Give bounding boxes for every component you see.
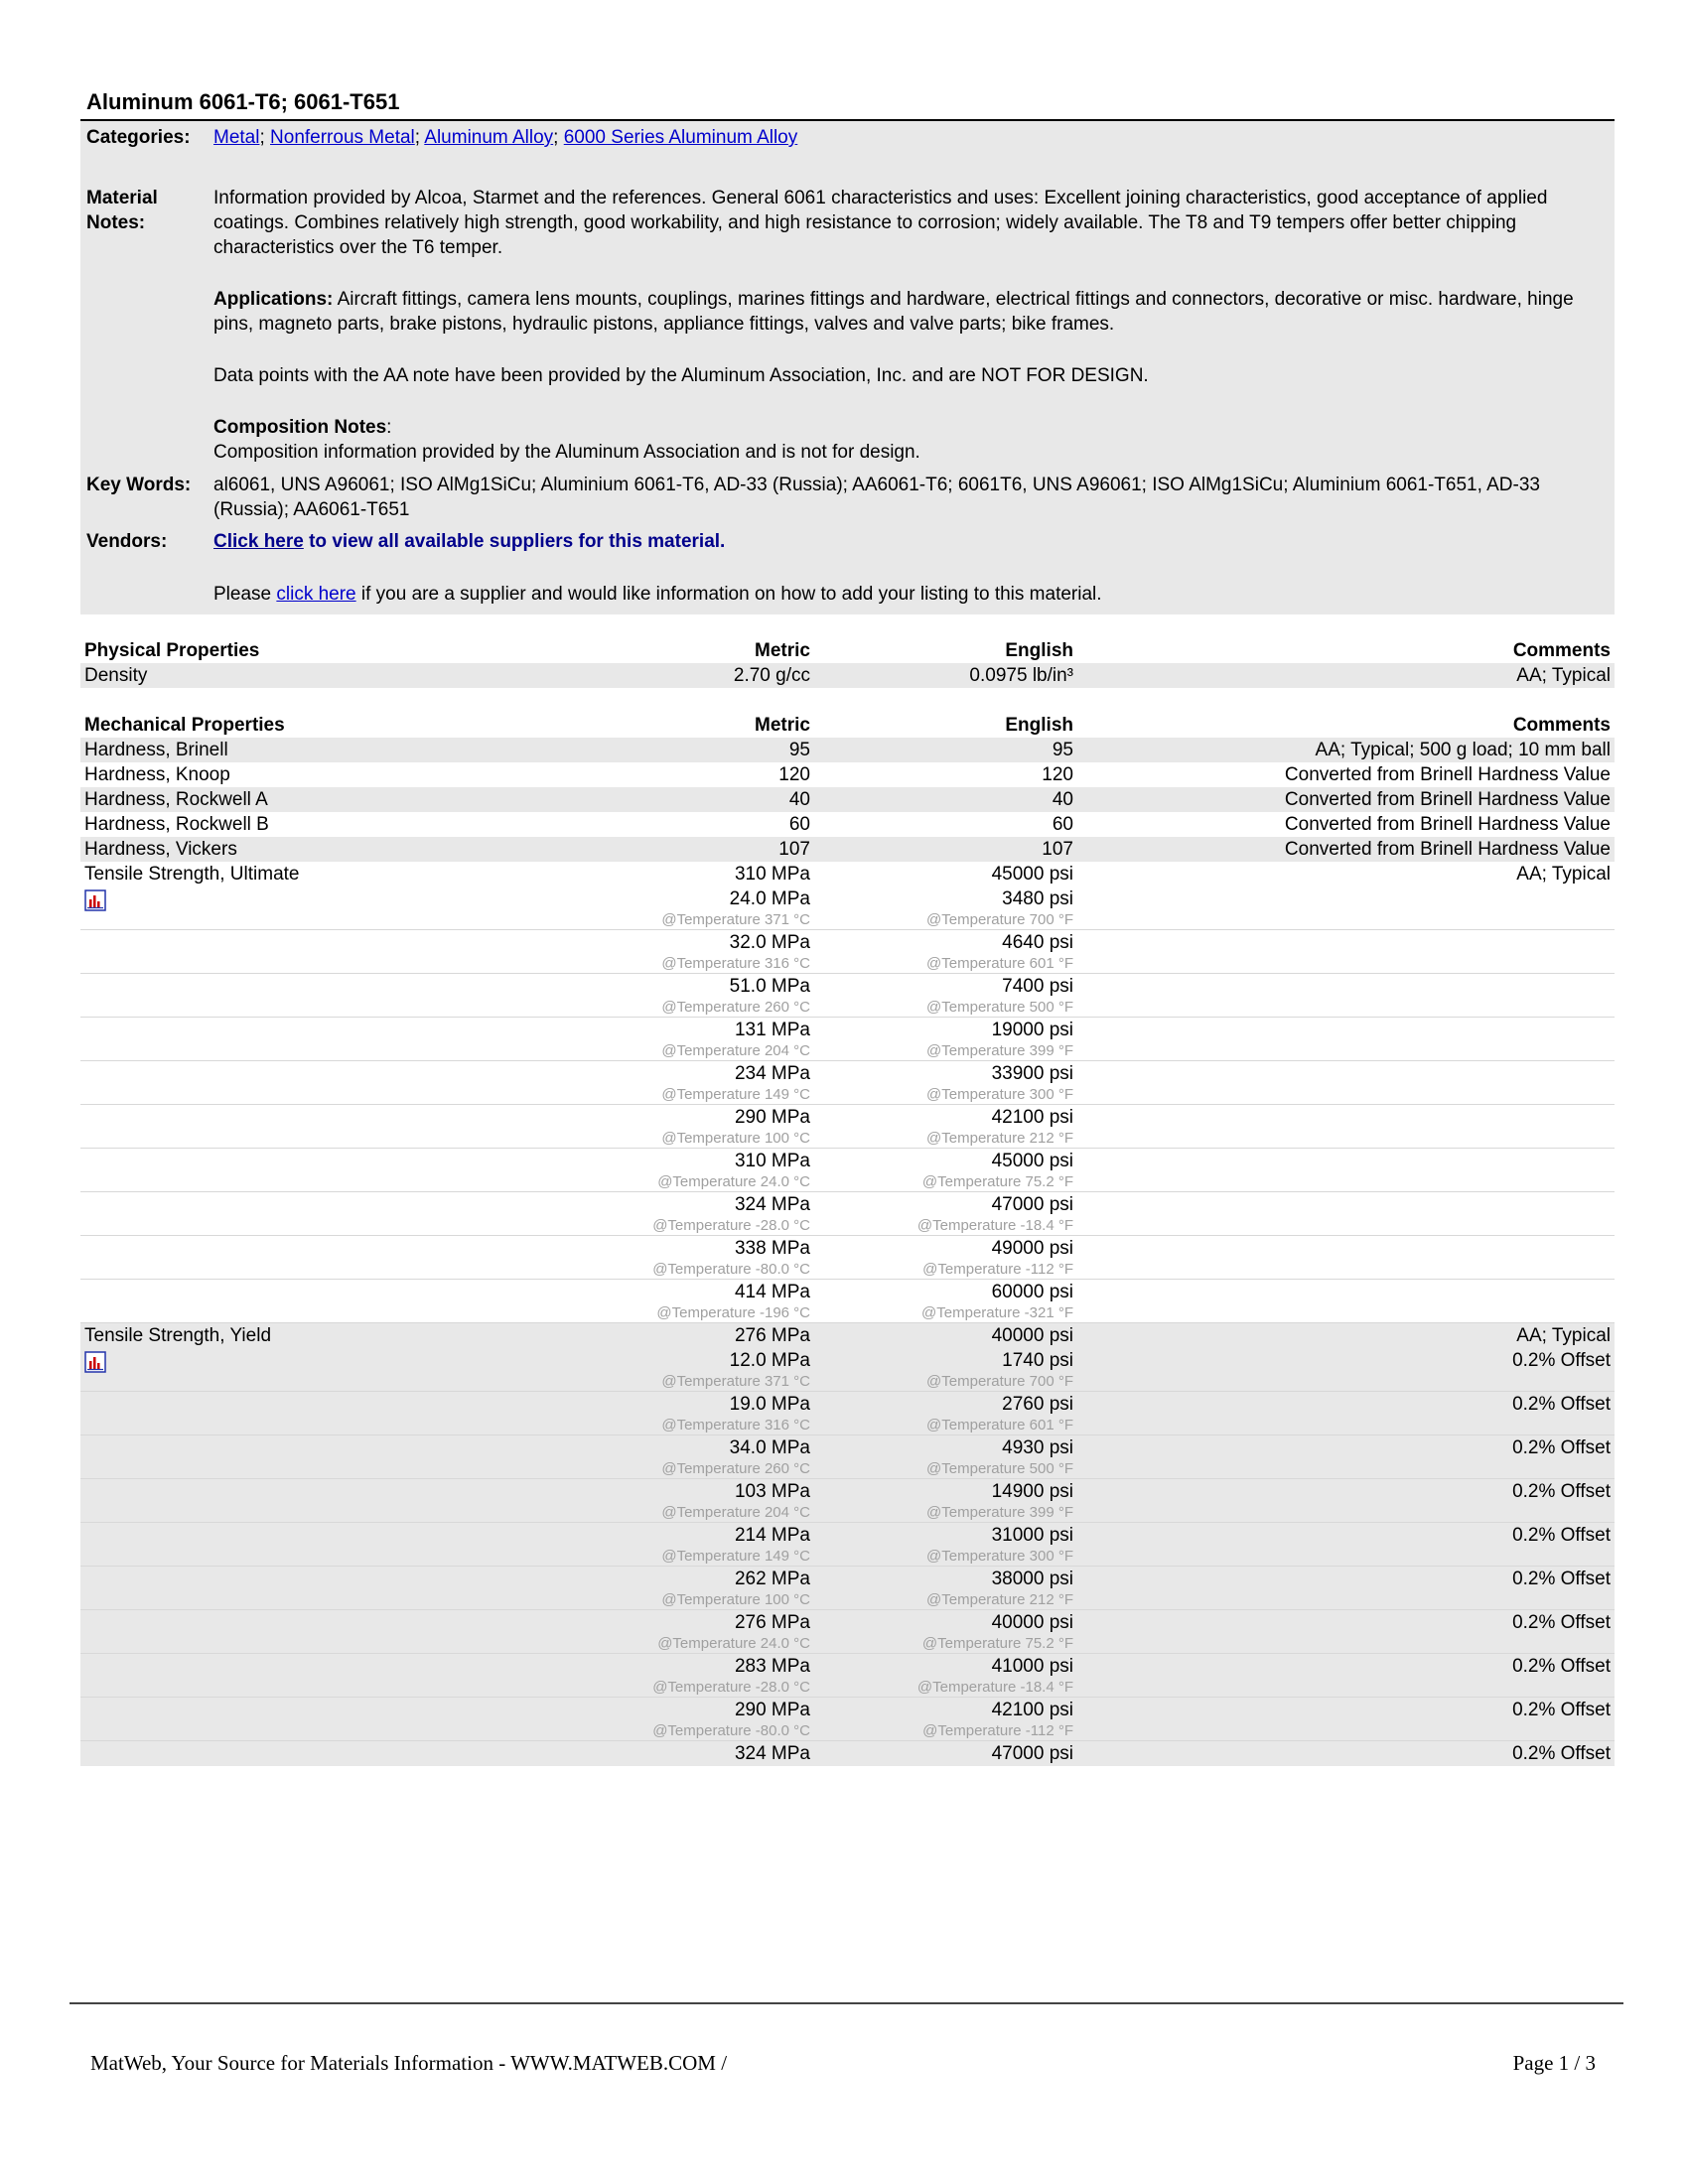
metric-temperature: @Temperature 260 °C	[661, 999, 810, 1016]
categories-label: Categories:	[86, 127, 191, 148]
vendors-block	[213, 529, 1615, 607]
english-temperature: @Temperature 601 °F	[926, 955, 1073, 972]
comment: Converted from Brinell Hardness Value	[1077, 837, 1615, 862]
temperature-data-row	[80, 974, 1615, 1018]
english-temperature: @Temperature -112 °F	[922, 1722, 1073, 1739]
applications-text: Aircraft fittings, camera lens mounts, couplings, marines fittings and hardware, electrical fittings and connectors, decorative or misc. hardware, hinge pins, magneto parts, brake pistons, hydraulic pistons, appliance fittings, valves and valve parts; bike frames.	[213, 289, 1574, 335]
metric-value: 60	[788, 814, 810, 835]
english-temperature: @Temperature 300 °F	[926, 1086, 1073, 1103]
comment: 0.2% Offset	[1077, 1435, 1615, 1479]
english-value-cell	[814, 1479, 1077, 1523]
categories-list	[213, 125, 1615, 150]
temperature-data-row	[80, 1523, 1615, 1567]
chart-cell	[80, 1149, 468, 1192]
category-link-6000-series[interactable]: 6000 Series Aluminum Alloy	[563, 127, 798, 148]
english-value: 95	[814, 738, 1077, 762]
material-notes-label: Material Notes:	[86, 188, 158, 233]
metric-value: 103 MPa	[734, 1481, 810, 1502]
composition-label: Composition Notes	[213, 417, 387, 438]
english-value-cell	[814, 1105, 1077, 1149]
datasheet-page	[80, 85, 1615, 1766]
comment	[1077, 1149, 1615, 1192]
chart-cell	[80, 1105, 468, 1149]
english-value: 42100 psi	[991, 1107, 1073, 1128]
comments-header: Comments	[1512, 640, 1611, 661]
metric-temperature: @Temperature 100 °C	[661, 1130, 810, 1147]
temperature-data-row	[80, 1236, 1615, 1280]
comment: Converted from Brinell Hardness Value	[1077, 787, 1615, 812]
category-link-nonferrous[interactable]: Nonferrous Metal	[270, 127, 415, 148]
temperature-data-row	[80, 1105, 1615, 1149]
english-value-cell	[814, 1567, 1077, 1610]
english-value: 40000 psi	[814, 1323, 1077, 1349]
english-header: English	[1005, 715, 1073, 736]
english-value: 7400 psi	[1002, 976, 1073, 997]
comment	[1077, 1280, 1615, 1323]
physical-section-title: Physical Properties	[84, 640, 260, 661]
applications-label: Applications:	[213, 289, 334, 310]
comment: 0.2% Offset	[1077, 1610, 1615, 1654]
comment: 0.2% Offset	[1077, 1392, 1615, 1435]
composition-colon: :	[386, 417, 392, 438]
metric-value: 276 MPa	[468, 1323, 814, 1349]
vendors-label: Vendors:	[86, 531, 168, 552]
metric-value: 290 MPa	[734, 1700, 810, 1720]
english-value: 31000 psi	[991, 1525, 1073, 1546]
property-name: Tensile Strength, Yield	[80, 1323, 468, 1349]
comment	[1077, 1192, 1615, 1236]
metric-value-cell	[468, 1523, 814, 1567]
english-value: 1740 psi	[1002, 1350, 1073, 1371]
metric-value-cell	[468, 930, 814, 974]
chart-cell	[80, 1435, 468, 1479]
metric-temperature: @Temperature 24.0 °C	[657, 1173, 810, 1190]
english-value-cell	[814, 1698, 1077, 1741]
comment: 0.2% Offset	[1077, 1479, 1615, 1523]
chart-cell	[80, 1280, 468, 1323]
english-temperature: @Temperature 75.2 °F	[921, 1635, 1073, 1652]
category-link-metal[interactable]: Metal	[213, 127, 260, 148]
applications-paragraph	[213, 287, 1605, 337]
metric-value: 414 MPa	[734, 1282, 810, 1302]
metric-value-cell	[468, 1567, 814, 1610]
metric-temperature: @Temperature 316 °C	[661, 955, 810, 972]
comment: Converted from Brinell Hardness Value	[1284, 814, 1611, 835]
metric-value-cell	[468, 1741, 814, 1767]
temperature-data-row	[80, 1348, 1615, 1392]
comment: 0.2% Offset	[1077, 1348, 1615, 1392]
chart-cell	[80, 1479, 468, 1523]
category-sep: ;	[259, 127, 271, 148]
keywords-row	[80, 473, 1615, 522]
metric-value: 120	[778, 764, 810, 785]
temperature-data-row	[80, 1392, 1615, 1435]
metric-value: 19.0 MPa	[729, 1394, 810, 1415]
metric-temperature: @Temperature 24.0 °C	[657, 1635, 810, 1652]
temperature-data-row	[80, 1018, 1615, 1061]
english-value: 47000 psi	[991, 1743, 1073, 1764]
vendors-row	[80, 529, 1615, 607]
category-link-aluminum-alloy[interactable]: Aluminum Alloy	[424, 127, 554, 148]
metric-value-cell	[468, 1435, 814, 1479]
chart-cell	[80, 1061, 468, 1105]
keywords-text: al6061, UNS A96061; ISO AlMg1SiCu; Aluminium 6061-T6, AD-33 (Russia); AA6061-T6; 6061T6, UNS A96061; ISO AlMg1SiCu; Aluminium 6061-T651, AD-33 (Russia); AA6061-T651	[213, 475, 1540, 520]
chart-cell	[80, 1567, 468, 1610]
english-value: 45000 psi	[991, 1151, 1073, 1171]
metric-value: 324 MPa	[734, 1194, 810, 1215]
english-value-cell	[814, 1741, 1077, 1767]
english-temperature: @Temperature 500 °F	[926, 1460, 1073, 1477]
metric-value: 262 MPa	[734, 1569, 810, 1589]
english-value-cell	[814, 1149, 1077, 1192]
metric-value-cell	[468, 1610, 814, 1654]
comment	[1077, 1236, 1615, 1280]
metric-temperature: @Temperature 204 °C	[661, 1504, 810, 1521]
property-name: Hardness, Vickers	[80, 837, 468, 862]
english-value: 45000 psi	[991, 864, 1073, 885]
english-value-cell	[814, 1061, 1077, 1105]
comment: AA; Typical	[1077, 1323, 1615, 1349]
metric-temperature: @Temperature 260 °C	[661, 1460, 810, 1477]
property-row-hardness-rockwell-a	[80, 787, 1615, 812]
metric-temperature: @Temperature 100 °C	[661, 1591, 810, 1608]
english-value-cell	[814, 1523, 1077, 1567]
chart-cell	[80, 1018, 468, 1061]
english-value: 47000 psi	[991, 1194, 1073, 1215]
comment	[1077, 974, 1615, 1018]
bar-chart-icon[interactable]	[84, 1351, 106, 1373]
temperature-data-row	[80, 887, 1615, 930]
supplier-note	[213, 582, 1605, 607]
english-value: 0.0975 lb/in³	[814, 663, 1077, 688]
metric-temperature: @Temperature 371 °C	[661, 1373, 810, 1390]
footer-source: MatWeb, Your Source for Materials Information - WWW.MATWEB.COM /	[90, 2051, 728, 2075]
property-name: Density	[80, 663, 468, 688]
chart-cell	[80, 1610, 468, 1654]
notes-paragraph: Information provided by Alcoa, Starmet and the references. General 6061 characteristics and uses: Excellent joining characteristics, good acceptance of applied coatings. Combines relatively high strength, good workability, and high resistance to corrosion; widely available. The T8 and T9 tempers offer better chipping characteristics over the T6 temper.	[213, 188, 1548, 258]
temperature-data-row	[80, 1698, 1615, 1741]
material-notes	[213, 186, 1615, 465]
material-title: Aluminum 6061-T6; 6061-T651	[80, 85, 1615, 121]
english-value: 107	[814, 837, 1077, 862]
english-value: 33900 psi	[991, 1063, 1073, 1084]
english-value-cell	[814, 1280, 1077, 1323]
aa-note: Data points with the AA note have been provided by the Aluminum Association, Inc. and are NOT FOR DESIGN.	[213, 365, 1149, 386]
property-row-density	[80, 663, 1615, 688]
english-value: 19000 psi	[991, 1020, 1073, 1040]
metric-value: 51.0 MPa	[729, 976, 810, 997]
metric-value: 324 MPa	[734, 1743, 810, 1764]
english-temperature: @Temperature 75.2 °F	[921, 1173, 1073, 1190]
temperature-data-row	[80, 1149, 1615, 1192]
keywords-label: Key Words:	[86, 475, 192, 495]
metric-value: 24.0 MPa	[729, 888, 810, 909]
english-value: 41000 psi	[991, 1656, 1073, 1677]
english-value: 4930 psi	[1002, 1437, 1073, 1458]
category-sep: ;	[414, 127, 425, 148]
mechanical-section-title: Mechanical Properties	[84, 715, 285, 736]
comment: 0.2% Offset	[1077, 1741, 1615, 1767]
temperature-data-row	[80, 1435, 1615, 1479]
chart-cell	[80, 1392, 468, 1435]
english-value: 38000 psi	[991, 1569, 1073, 1589]
metric-value: 107	[468, 837, 814, 862]
english-temperature: @Temperature -321 °F	[921, 1304, 1073, 1321]
metric-temperature: @Temperature -80.0 °C	[652, 1261, 810, 1278]
metric-temperature: @Temperature -196 °C	[656, 1304, 810, 1321]
english-temperature: @Temperature 700 °F	[926, 911, 1073, 928]
property-row-hardness-brinell	[80, 738, 1615, 762]
metric-value-cell	[468, 1061, 814, 1105]
supplier-pre: Please	[213, 584, 277, 605]
temperature-data-row	[80, 1192, 1615, 1236]
english-temperature: @Temperature -18.4 °F	[916, 1679, 1073, 1696]
metric-value-cell	[468, 1654, 814, 1698]
footer-divider	[70, 2002, 1623, 2004]
metric-value-cell	[468, 1479, 814, 1523]
comment: AA; Typical	[1516, 864, 1611, 885]
metric-value: 234 MPa	[734, 1063, 810, 1084]
vendors-text: to view all available suppliers for this material.	[303, 531, 726, 552]
english-value-cell	[814, 930, 1077, 974]
chart-cell	[80, 1236, 468, 1280]
metric-value: 12.0 MPa	[729, 1350, 810, 1371]
metric-value: 95	[468, 738, 814, 762]
metric-value: 310 MPa	[734, 864, 810, 885]
english-value: 40000 psi	[991, 1612, 1073, 1633]
property-row-hardness-vickers	[80, 837, 1615, 862]
metric-value-cell	[468, 1698, 814, 1741]
english-temperature: @Temperature 212 °F	[926, 1591, 1073, 1608]
english-value-cell	[814, 1610, 1077, 1654]
english-value-cell	[814, 1018, 1077, 1061]
property-row-tensile-ultimate	[80, 862, 1615, 887]
english-value-cell	[814, 1392, 1077, 1435]
english-value: 42100 psi	[991, 1700, 1073, 1720]
comments-header: Comments	[1512, 715, 1611, 736]
metric-value-cell	[468, 887, 814, 930]
chart-cell	[80, 1192, 468, 1236]
metric-value: 2.70 g/cc	[468, 663, 814, 688]
english-temperature: @Temperature 212 °F	[926, 1130, 1073, 1147]
english-value-cell	[814, 1654, 1077, 1698]
comment	[1077, 1105, 1615, 1149]
temperature-data-row	[80, 1280, 1615, 1323]
english-value: 3480 psi	[1002, 888, 1073, 909]
categories-row	[80, 125, 1615, 150]
english-value: 60	[1052, 814, 1073, 835]
composition-paragraph	[213, 415, 1605, 465]
property-name: Hardness, Rockwell A	[80, 787, 468, 812]
physical-header-row	[80, 638, 1615, 663]
chart-cell	[80, 930, 468, 974]
material-info-panel	[80, 121, 1615, 614]
property-name: Hardness, Brinell	[80, 738, 468, 762]
chart-cell	[80, 974, 468, 1018]
english-value: 40	[814, 787, 1077, 812]
comment: 0.2% Offset	[1077, 1567, 1615, 1610]
english-value: 2760 psi	[1002, 1394, 1073, 1415]
metric-value: 338 MPa	[734, 1238, 810, 1259]
category-sep: ;	[553, 127, 564, 148]
footer-page-number: Page 1 / 3	[1512, 2051, 1596, 2075]
metric-temperature: @Temperature 204 °C	[661, 1042, 810, 1059]
english-value: 60000 psi	[991, 1282, 1073, 1302]
chart-cell	[80, 1654, 468, 1698]
metric-value-cell	[468, 1236, 814, 1280]
property-row-hardness-rockwell-b	[80, 812, 1615, 837]
metric-temperature: @Temperature 371 °C	[661, 911, 810, 928]
chart-cell	[80, 1348, 468, 1392]
english-temperature: @Temperature -112 °F	[922, 1261, 1073, 1278]
metric-value: 214 MPa	[734, 1525, 810, 1546]
metric-value: 32.0 MPa	[729, 932, 810, 953]
metric-value: 283 MPa	[734, 1656, 810, 1677]
comment: AA; Typical	[1077, 663, 1615, 688]
english-value: 49000 psi	[991, 1238, 1073, 1259]
english-value-cell	[814, 1236, 1077, 1280]
metric-value: 276 MPa	[734, 1612, 810, 1633]
english-header: English	[1005, 640, 1073, 661]
metric-value: 34.0 MPa	[729, 1437, 810, 1458]
english-value-cell	[814, 1348, 1077, 1392]
chart-cell	[80, 1698, 468, 1741]
metric-value: 40	[468, 787, 814, 812]
metric-temperature: @Temperature 316 °C	[661, 1417, 810, 1433]
material-notes-row	[80, 186, 1615, 465]
comment	[1077, 930, 1615, 974]
metric-temperature: @Temperature 149 °C	[661, 1086, 810, 1103]
comment: 0.2% Offset	[1077, 1523, 1615, 1567]
composition-text: Composition information provided by the Aluminum Association and is not for design.	[213, 442, 920, 463]
chart-cell	[80, 887, 468, 930]
english-value-cell	[814, 974, 1077, 1018]
physical-properties-table	[80, 638, 1615, 688]
supplier-click-here-link[interactable]: click here	[276, 584, 356, 605]
metric-value: 131 MPa	[734, 1020, 810, 1040]
temperature-data-row	[80, 930, 1615, 974]
english-temperature: @Temperature 700 °F	[926, 1373, 1073, 1390]
comment: 0.2% Offset	[1077, 1698, 1615, 1741]
metric-value: 290 MPa	[734, 1107, 810, 1128]
metric-value-cell	[468, 1149, 814, 1192]
english-temperature: @Temperature 300 °F	[926, 1548, 1073, 1565]
property-name: Hardness, Rockwell B	[84, 814, 269, 835]
mechanical-properties-table	[80, 713, 1615, 1766]
property-name: Tensile Strength, Ultimate	[84, 864, 300, 885]
comment: 0.2% Offset	[1077, 1654, 1615, 1698]
metric-header: Metric	[755, 715, 810, 736]
metric-header: Metric	[755, 640, 810, 661]
metric-temperature: @Temperature -28.0 °C	[652, 1217, 810, 1234]
metric-value: 310 MPa	[734, 1151, 810, 1171]
english-value-cell	[814, 1192, 1077, 1236]
english-temperature: @Temperature 399 °F	[926, 1042, 1073, 1059]
temperature-data-row	[80, 1654, 1615, 1698]
metric-value-cell	[468, 974, 814, 1018]
comment	[1077, 1018, 1615, 1061]
english-value: 4640 psi	[1002, 932, 1073, 953]
metric-value-cell	[468, 1192, 814, 1236]
bar-chart-icon[interactable]	[84, 889, 106, 911]
property-name: Hardness, Knoop	[84, 764, 230, 785]
english-temperature: @Temperature 399 °F	[926, 1504, 1073, 1521]
english-value: 120	[1042, 764, 1073, 785]
english-value-cell	[814, 887, 1077, 930]
temperature-data-row	[80, 1610, 1615, 1654]
metric-value-cell	[468, 1018, 814, 1061]
temperature-data-row	[80, 1567, 1615, 1610]
english-value-cell	[814, 1435, 1077, 1479]
english-temperature: @Temperature 500 °F	[926, 999, 1073, 1016]
vendors-click-here-link[interactable]: Click here	[213, 531, 304, 552]
property-row-tensile-yield	[80, 1323, 1615, 1349]
comment: Converted from Brinell Hardness Value	[1284, 764, 1611, 785]
metric-value-cell	[468, 1105, 814, 1149]
chart-cell	[80, 1741, 468, 1767]
property-row-hardness-knoop	[80, 762, 1615, 787]
comment	[1077, 887, 1615, 930]
temperature-data-row	[80, 1479, 1615, 1523]
metric-value-cell	[468, 1348, 814, 1392]
chart-cell	[80, 1523, 468, 1567]
comment	[1077, 1061, 1615, 1105]
metric-value-cell	[468, 1392, 814, 1435]
metric-temperature: @Temperature 149 °C	[661, 1548, 810, 1565]
temperature-data-row	[80, 1741, 1615, 1767]
metric-temperature: @Temperature -28.0 °C	[652, 1679, 810, 1696]
english-value: 14900 psi	[991, 1481, 1073, 1502]
temperature-data-row	[80, 1061, 1615, 1105]
english-temperature: @Temperature -18.4 °F	[916, 1217, 1073, 1234]
comment: AA; Typical; 500 g load; 10 mm ball	[1077, 738, 1615, 762]
mechanical-header-row	[80, 713, 1615, 738]
metric-temperature: @Temperature -80.0 °C	[652, 1722, 810, 1739]
english-temperature: @Temperature 601 °F	[926, 1417, 1073, 1433]
metric-value-cell	[468, 1280, 814, 1323]
supplier-post: if you are a supplier and would like information on how to add your listing to this material.	[355, 584, 1102, 605]
